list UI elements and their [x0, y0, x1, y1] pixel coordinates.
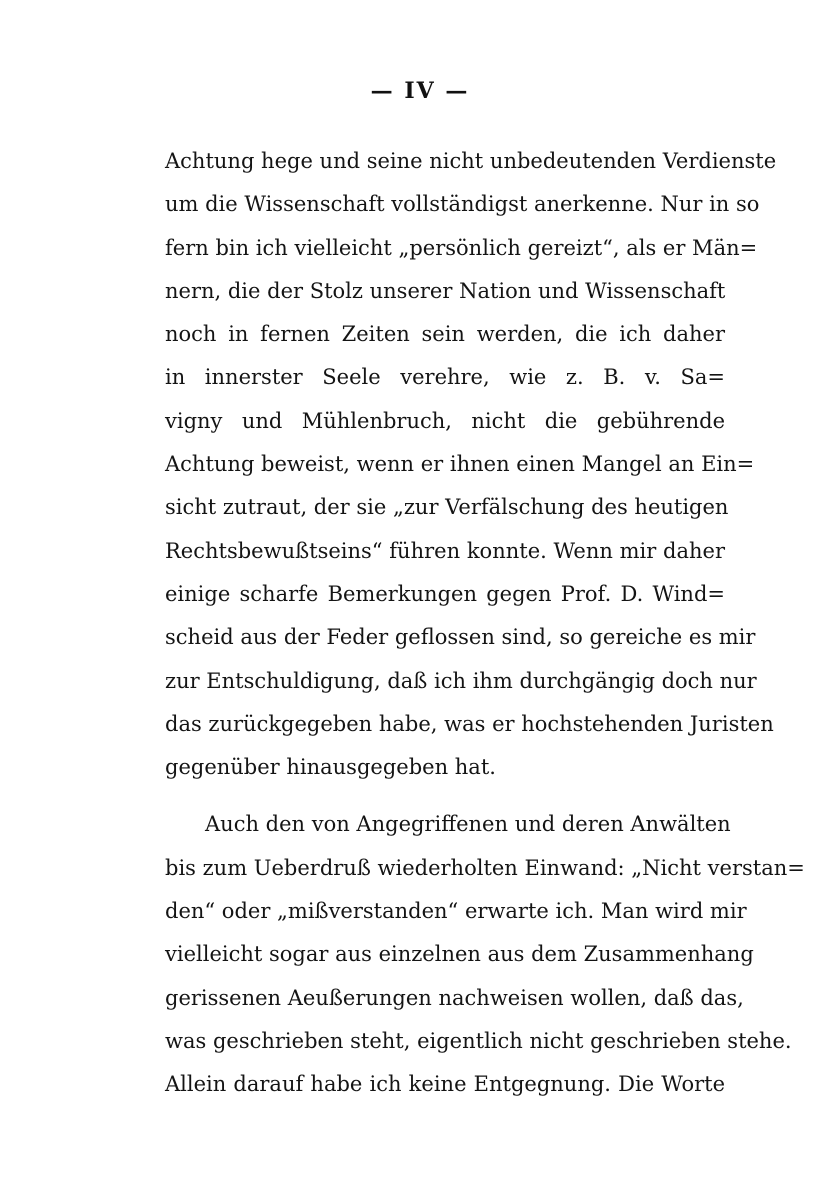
text-line: vigny und Mühlenbruch, nicht die gebührende [165, 408, 725, 433]
text-line: was geschrieben steht, eigentlich nicht geschrieben stehe. [165, 1028, 792, 1053]
text-line: bis zum Ueberdruß wiederholten Einwand: „Nicht verstan= [165, 855, 805, 880]
text-line: nern, die der Stolz unserer Nation und Wissenschaft [165, 278, 726, 303]
text-line: Allein darauf habe ich keine Entgegnung. Die Worte [165, 1072, 725, 1097]
text-line: gegenüber hinausgegeben hat. [165, 755, 496, 780]
text-line: fern bin ich vielleicht „persönlich gereizt“, als er Män= [165, 235, 758, 260]
text-line: Achtung beweist, wenn er ihnen einen Mangel an Ein= [165, 452, 755, 477]
paragraph-2 [165, 803, 805, 1106]
text-line: noch in fernen Zeiten sein werden, die ich daher [165, 322, 725, 347]
text-line: vielleicht sogar aus einzelnen aus dem Zusammenhang [165, 942, 754, 967]
body-text [165, 140, 805, 1107]
text-line: sicht zutraut, der sie „zur Verfälschung des heutigen [165, 495, 729, 520]
text-line: einige scharfe Bemerkungen gegen Prof. D. Wind= [165, 581, 725, 606]
text-line: gerissenen Aeußerungen nachweisen wollen, daß das, [165, 985, 744, 1010]
text-line: zur Entschuldigung, daß ich ihm durchgängig doch nur [165, 668, 757, 693]
text-line: Achtung hege und seine nicht unbedeutenden Verdienste [165, 149, 777, 173]
text-line: den“ oder „mißverstanden“ erwarte ich. Man wird mir [165, 899, 747, 924]
page-number: — IV — [370, 78, 470, 104]
text-line: das zurückgegeben habe, was er hochstehenden Juristen [165, 711, 774, 736]
text-line: scheid aus der Feder geflossen sind, so gereiche es mir [165, 625, 756, 650]
text-line: in innerster Seele verehre, wie z. B. v. Sa= [165, 365, 725, 390]
paragraph-1 [165, 140, 777, 789]
text-line: Rechtsbewußtseins“ führen konnte. Wenn mir daher [165, 538, 725, 563]
text-line: um die Wissenschaft vollständigst anerkenne. Nur in so [165, 192, 760, 217]
paragraph-gap [165, 789, 725, 803]
text-line: Auch den von Angegriffenen und deren Anwälten [205, 812, 731, 837]
